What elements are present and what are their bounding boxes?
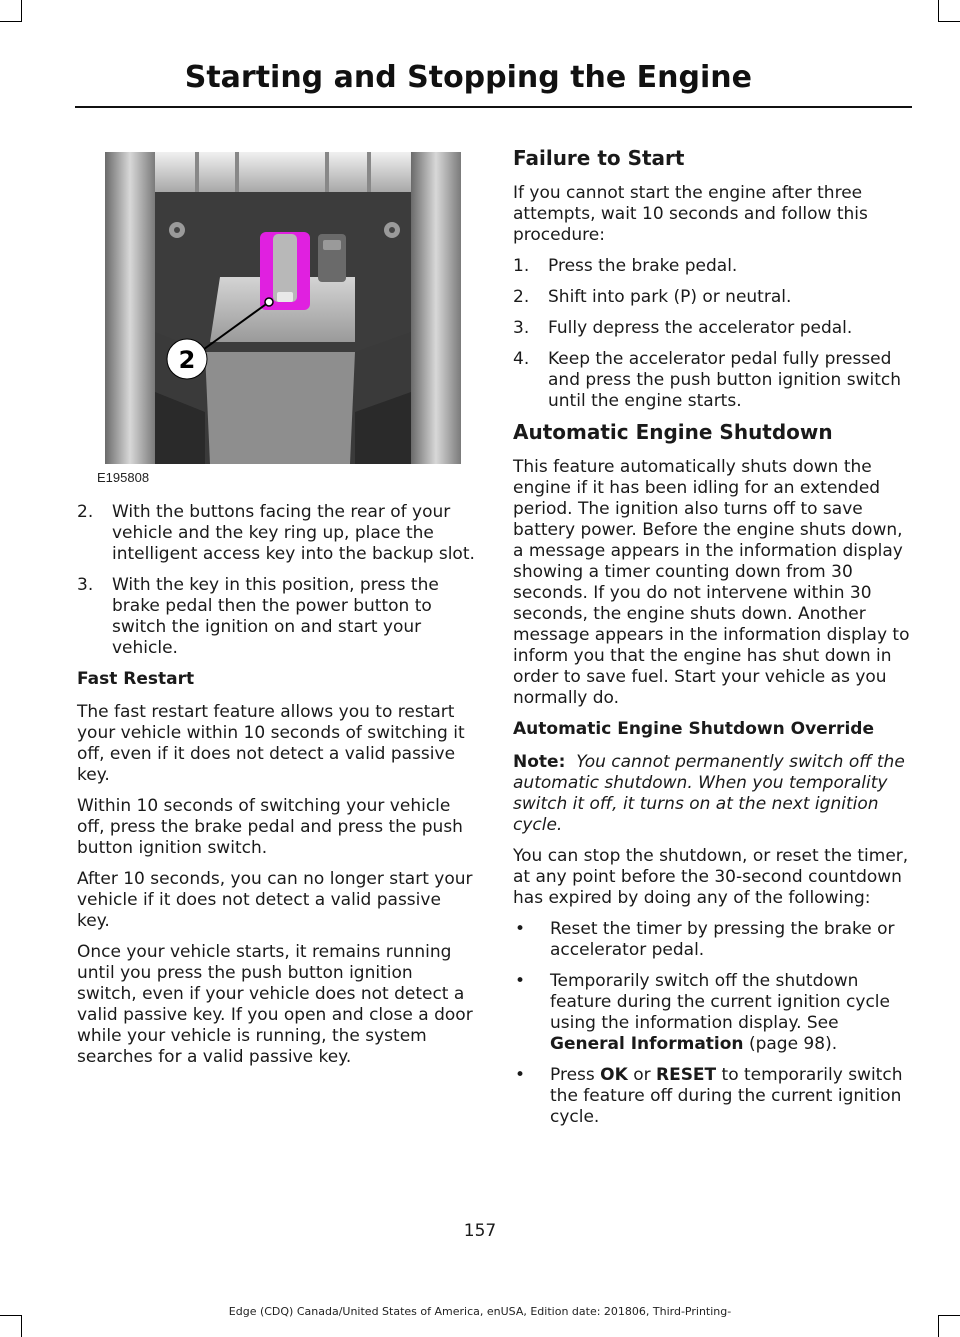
bullet-item	[513, 919, 911, 961]
list-text: With the buttons facing the rear of your vehicle and the key ring up, place the intelligent access key into the backup slot.	[112, 502, 475, 564]
paragraph: If you cannot start the engine after three attempts, wait 10 seconds and follow this procedure:	[513, 183, 868, 245]
list-text: With the key in this position, press the brake pedal then the power button to switch the ignition on and start your vehicle.	[112, 575, 439, 658]
list-number: 2.	[77, 502, 94, 522]
general-information-link[interactable]: General Information	[550, 1034, 744, 1054]
list-item	[77, 502, 475, 565]
list-text: Keep the accelerator pedal fully pressed and press the push button ignition switch until the engine starts.	[548, 349, 901, 411]
console-drawing	[105, 152, 461, 464]
note	[513, 752, 911, 836]
shutdown-override-heading: Automatic Engine Shutdown Override	[513, 719, 874, 739]
bullet: •	[515, 1065, 526, 1085]
crop-mark	[21, 0, 22, 22]
figure-code: E195808	[97, 470, 150, 485]
list-item	[513, 256, 911, 277]
paragraph: You can stop the shutdown, or reset the timer, at any point before the 30-second countdown has expired by doing any of the following:	[513, 846, 909, 908]
bullet-text	[550, 1065, 911, 1128]
failure-to-start-heading: Failure to Start	[513, 146, 685, 170]
crop-mark	[938, 0, 939, 22]
bullet-item	[513, 971, 911, 1055]
crop-mark	[938, 1315, 939, 1337]
crop-mark	[0, 21, 22, 22]
callout-2: 2	[178, 346, 196, 374]
list-text: Fully depress the accelerator pedal.	[548, 318, 853, 338]
bullet-text	[550, 971, 911, 1055]
list-number: 3.	[77, 575, 94, 595]
center-console-illustration	[105, 152, 461, 464]
note-text: You cannot permanently switch off the automatic shutdown. When you temporality switch it off, it turns on at the next ignition cycle.	[513, 752, 905, 835]
list-text: Press the brake pedal.	[548, 256, 738, 276]
list-item	[513, 349, 911, 412]
crop-mark	[938, 21, 960, 22]
bullet-item	[513, 1065, 911, 1128]
bullet-text-part: Temporarily switch off the shutdown feature during the current ignition cycle using the information display. See	[550, 971, 890, 1033]
list-item	[77, 575, 475, 659]
header-rule	[75, 106, 912, 108]
list-number: 4.	[513, 349, 530, 369]
list-text: Shift into park (P) or neutral.	[548, 287, 792, 307]
page-number: 157	[463, 1221, 497, 1241]
list-item	[513, 318, 911, 339]
right-column	[513, 146, 911, 1138]
page-reference: (page 98).	[748, 1034, 838, 1054]
note-label: Note:	[513, 752, 566, 772]
bullet-text-part: or	[633, 1065, 651, 1085]
paragraph: Within 10 seconds of switching your vehicle off, press the brake pedal and press the push button ignition switch.	[77, 796, 463, 858]
list-number: 2.	[513, 287, 530, 307]
page-title: Starting and Stopping the Engine	[184, 60, 752, 95]
crop-mark	[21, 1315, 22, 1337]
paragraph: Once your vehicle starts, it remains running until you press the push button ignition switch, even if your vehicle does not detect a valid passive key. If you open and close a door while your vehicle is running, the system searches for a valid passive key.	[77, 942, 473, 1067]
bullet-text-part: to temporarily switch the feature off during the current ignition cycle.	[550, 1065, 903, 1127]
automatic-shutdown-heading: Automatic Engine Shutdown	[513, 420, 833, 444]
paragraph: This feature automatically shuts down the engine if it has been idling for an extended period. The ignition also turns off to save battery power. Before the engine shuts down, a message appears in the information display showing a timer counting down from 30 seconds. If you do not intervene within 30 seconds, the engine shuts down. Another message appears in the information display to inform you that the engine has shut down in order to save fuel. Start your vehicle as you normally do.	[513, 457, 910, 708]
ok-button-label: OK	[600, 1065, 628, 1085]
reset-button-label: RESET	[655, 1065, 717, 1085]
left-column	[77, 502, 475, 1078]
paragraph: After 10 seconds, you can no longer start your vehicle if it does not detect a valid passive key.	[77, 869, 473, 931]
paragraph: The fast restart feature allows you to restart your vehicle within 10 seconds of switching it off, even if it does not detect a valid passive key.	[77, 702, 465, 785]
bullet: •	[515, 919, 526, 939]
footer-edition: Edge (CDQ) Canada/United States of America, enUSA, Edition date: 201806, Third-Printing-	[228, 1305, 732, 1318]
list-number: 1.	[513, 256, 530, 276]
list-number: 3.	[513, 318, 530, 338]
bullet: •	[515, 971, 526, 991]
fast-restart-heading: Fast Restart	[77, 669, 195, 689]
list-item	[513, 287, 911, 308]
bullet-text: Reset the timer by pressing the brake or accelerator pedal.	[550, 919, 895, 960]
bullet-text-part: Press	[550, 1065, 595, 1085]
